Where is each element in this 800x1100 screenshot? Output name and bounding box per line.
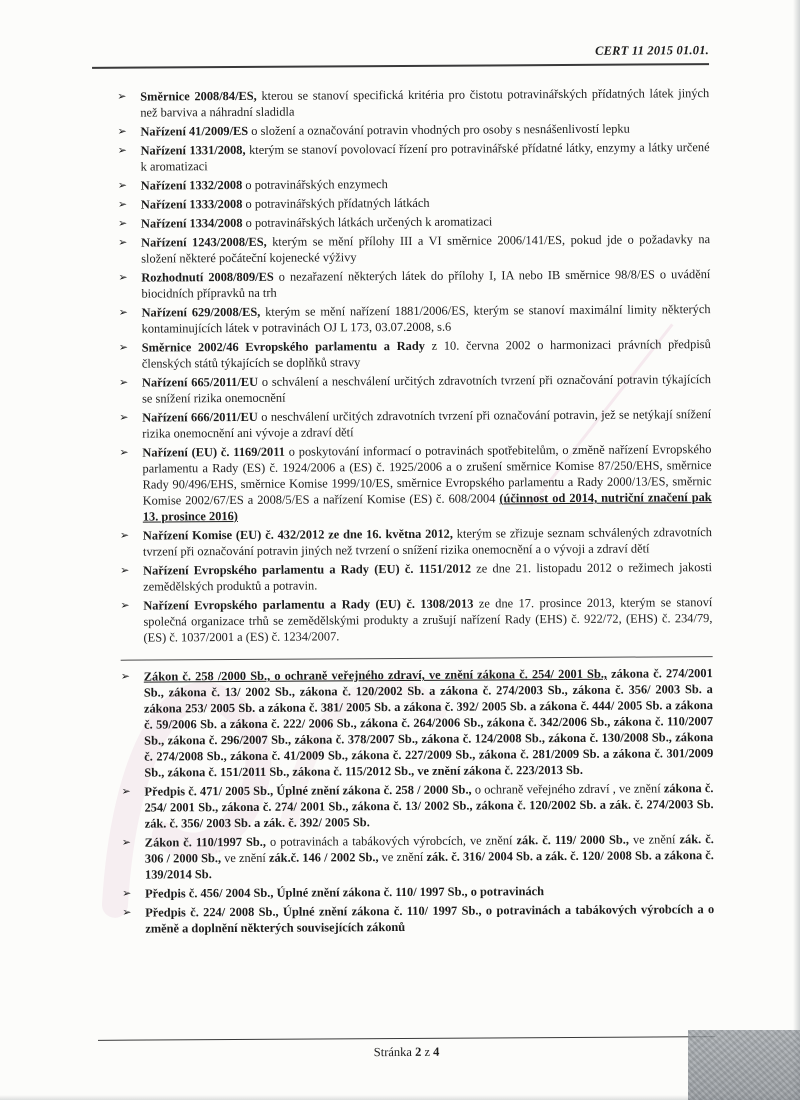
list-item-text-segment: ve znění	[221, 850, 269, 866]
list-item-text-segment: zák. č. 306 / 2000 Sb.,	[144, 832, 714, 866]
arrow-bullet-icon: ➢	[117, 216, 128, 230]
list-item-text-segment: kterým se mění nařízení 1881/2006/ES, kterým se stanoví maximální limity některých kontaminujících látek v potravinách OJ L 173, 03.07.2008, s.6	[141, 302, 711, 336]
arrow-bullet-icon: ➢	[121, 835, 132, 849]
list-item-text-segment: kterou se stanoví specifická kritéria pro čistotu potravinářských přídatných látek jiných než barviva a náhradní sladidla	[140, 86, 710, 120]
scan-artifact	[688, 1030, 800, 1100]
list-item-text-segment: Nařízení 665/2011/EU	[141, 374, 259, 390]
list-item-text-segment: Předpis č. 456/ 2004 Sb., Úplné znění zákona č. 110/ 1997 Sb., o potravinách	[145, 884, 545, 901]
list-item-text-segment: z 10. června 2002 o harmonizaci právních předpisů členských států týkajících se doplňků stravy	[141, 337, 711, 371]
list-item	[118, 139, 710, 175]
czech-laws-list	[121, 665, 715, 937]
list-item-text-segment: Nařízení (EU) č. 1169/2011	[142, 444, 285, 460]
list-item-text-segment: ze dne 17. prosince 2013, kterým se stanoví společná organizace trhů se zemědělskými produkty a zrušují nařízení Rady (EHS) č. 922/72, (EHS) č. 234/79, (ES) č. 1037/2001 a (ES) č. 1234/2007.	[143, 595, 713, 645]
list-item	[118, 301, 710, 337]
list-item	[121, 665, 714, 781]
list-item-text-segment: o schválení a neschválení určitých zdravotních tvrzení při označování potravin týkajících se snížení rizika onemocnění	[142, 372, 712, 406]
page-number	[98, 1037, 715, 1062]
list-item-text-segment: Směrnice 2008/84/ES,	[140, 88, 257, 104]
list-item-text-segment: Nařízení 1333/2008	[140, 196, 243, 212]
list-item-text-segment: kterým se zřizuje seznam schválených zdravotních tvrzení při označování potravin jiných než tvrzení o snížení rizika onemocnění a o vývoji a zdraví dětí	[142, 525, 712, 559]
list-item-text-segment: Směrnice 2002/46 Evropského parlamentu a Rady	[141, 338, 425, 355]
list-item	[122, 831, 714, 883]
page-footer	[98, 1036, 715, 1062]
arrow-bullet-icon: ➢	[122, 886, 132, 900]
list-item-text-segment: Nařízení 1334/2008	[140, 215, 243, 231]
list-item	[119, 406, 711, 442]
list-item-text-segment: o poskytování informací o potravinách spotřebitelům, o změně nařízení Evropského parlamentu a Rady (ES) č. 1924/2006 a (ES) č. 1925/2006 a o zrušení směrnice Komise 87/250/EHS, směrnice Rady 90/496/EHS, směrnice Komise 1999/10/ES, směrnice Evropského parlamentu a Rady 2000/13/ES, směrnic Komise 2002/67/ES a 2008/5/ES a nařízení Komise (ES) č. 608/2004	[142, 442, 712, 508]
list-item-text-segment: zákona č. 274/2001 Sb., zákona č. 13/ 2002 Sb., zákona č. 120/2002 Sb. a zákona č. 274/2003 Sb., zákona č. 356/ 2003 Sb. a zákona 253/ 2005 Sb. a zákona č. 381/ 2005 Sb. a zákona č. 392/ 2005 Sb. a zákona č. 444/ 2005 Sb. a zákona č. 59/2006 Sb. a zákona č. 222/ 2006 Sb., zákona č. 264/2006 Sb., zákona č. 342/2006 Sb., zákona č. 110/2007 Sb., zákona č. 296/2007 Sb., zákona č. 378/2007 Sb., zákona č. 124/2008 Sb., zákona č. 130/2008 Sb., zákona č. 274/2008 Sb., zákona č. 41/2009 Sb., zákona č. 227/2009 Sb., zákona č. 281/2009 Sb. a zákona č. 301/2009 Sb., zákona č. 151/2011 Sb., zákona č. 115/2012 Sb., ve znění zákona č. 223/2013 Sb.	[143, 666, 714, 780]
list-item-text-segment: ve znění	[378, 849, 427, 865]
list-item	[120, 524, 712, 560]
arrow-bullet-icon: ➢	[120, 563, 130, 577]
list-item-text-segment: Nařízení 629/2008/ES,	[141, 304, 261, 320]
list-item-text-segment: o neschválení určitých zdravotních tvrzení při označování potravin, jež se netýkají snížení rizika onemocnění ani vývoje a zdraví dětí	[142, 407, 712, 441]
page-number-total: 4	[433, 1044, 440, 1059]
list-item-text-segment: Nařízení 1332/2008	[140, 177, 243, 193]
page-number-of: z	[424, 1044, 431, 1059]
arrow-bullet-icon: ➢	[119, 410, 129, 424]
list-item	[119, 371, 711, 407]
list-item-text-segment: Nařízení Evropského parlamentu a Rady (EU) č. 1308/2013	[143, 596, 474, 613]
list-item	[119, 336, 711, 372]
list-item-text-segment: zákona č. 254/ 2001 Sb., zákona č. 274/ 2001 Sb., zákona č. 13/ 2002 Sb., zákona č. 120/2002 Sb. a zák. č. 274/2003 Sb. zák. č. 356/ 2003 Sb. a zák. č. 392/ 2005 Sb.	[144, 781, 714, 831]
list-item	[117, 85, 709, 121]
list-item-text-segment: o potravinářských enzymech	[242, 177, 388, 192]
arrow-bullet-icon: ➢	[117, 178, 128, 192]
arrow-bullet-icon: ➢	[120, 598, 130, 612]
arrow-bullet-icon: ➢	[118, 305, 128, 319]
list-item	[122, 901, 714, 937]
list-item-text-segment: Nařízení Komise (EU) č. 432/2012 ze dne 16. května 2012,	[142, 526, 454, 543]
list-item-text-segment: kterým se mění přílohy III a VI směrnice 2006/141/ES, pokud jde o požadavky na složení některé počáteční kojenecké výživy	[141, 232, 711, 266]
list-item-text-segment: o nezařazení některých látek do přílohy I, IA nebo IB směrnice 98/8/ES o uvádění biocidních přípravků na trh	[141, 267, 711, 301]
arrow-bullet-icon: ➢	[118, 340, 129, 354]
list-item-text-segment: zák. č. 119/ 2000 Sb.,	[516, 832, 629, 848]
arrow-bullet-icon: ➢	[117, 124, 127, 138]
scan-edge-right	[793, 0, 800, 1100]
arrow-bullet-icon: ➢	[118, 270, 128, 284]
list-item-text-segment: o potravinářských přídatných látkách	[242, 195, 430, 211]
list-item-text-segment: Rozhodnutí 2008/809/ES	[141, 269, 274, 285]
list-item	[118, 212, 710, 232]
list-item-text-segment: kterým se stanoví povolovací řízení pro potravinářské přídatné látky, enzymy a látky určené k aromatizaci	[140, 140, 710, 174]
list-item	[118, 193, 710, 213]
arrow-bullet-icon: ➢	[120, 669, 131, 683]
list-item-text-segment: (účinnost od 2014, nutriční značení pak 13. prosince 2016)	[142, 490, 712, 524]
list-item	[122, 882, 714, 902]
list-item-text-segment: o ochraně veřejného zdraví , ve znění	[471, 781, 664, 797]
arrow-bullet-icon: ➢	[122, 905, 132, 919]
list-item-text-segment: Nařízení 1331/2008,	[140, 142, 246, 158]
list-item-text-segment: o potravinách a tabákových výrobcích, ve znění	[265, 833, 517, 849]
list-item-text-segment: Zákon č. 110/1997 Sb.,	[144, 834, 266, 850]
list-item-text-segment: Předpis č. 471/ 2005 Sb., Úplné znění zákona č. 258 / 2000 Sb.,	[144, 782, 472, 799]
list-item	[118, 266, 710, 302]
list-item-text-segment: Nařízení 41/2009/ES	[140, 123, 249, 139]
arrow-bullet-icon: ➢	[118, 235, 128, 249]
list-item-text-segment: Zákon č. 258 /2000 Sb., o ochraně veřejného zdraví, ve znění zákona č. 254/ 2001 Sb.,	[143, 666, 608, 684]
arrow-bullet-icon: ➢	[119, 445, 129, 459]
list-item	[119, 441, 711, 525]
list-item-text-segment: zák. č. 316/ 2004 Sb. a zák. č. 120/ 2008 Sb. a zákona č. 139/2014 Sb.	[144, 848, 714, 882]
arrow-bullet-icon: ➢	[118, 375, 129, 389]
scan-edge-bottom	[0, 1095, 800, 1100]
list-item-text-segment: Nařízení 1243/2008/ES,	[141, 234, 267, 250]
list-item-text-segment: Nařízení Evropského parlamentu a Rady (EU) č. 1151/2012	[143, 561, 472, 578]
list-item-text-segment: zák.č. 146 / 2002 Sb.,	[268, 850, 379, 865]
list-item	[118, 231, 710, 267]
list-item	[121, 780, 713, 832]
arrow-bullet-icon: ➢	[119, 528, 130, 542]
list-item-text-segment: Nařízení 666/2011/EU	[142, 409, 258, 425]
arrow-bullet-icon: ➢	[117, 197, 128, 211]
arrow-bullet-icon: ➢	[121, 784, 131, 798]
section-divider	[121, 656, 713, 661]
page-number-label: Stránka	[373, 1044, 412, 1060]
list-item	[118, 174, 710, 194]
list-item-text-segment: Předpis č. 224/ 2008 Sb., Úplné znění zákona č. 110/ 1997 Sb., o potravinách a tabákových výrobcích a o změně a doplnění některých souvisejících zákonů	[145, 902, 715, 936]
arrow-bullet-icon: ➢	[117, 143, 127, 157]
eu-regulations-list	[117, 85, 712, 646]
header-divider	[92, 63, 709, 69]
document-header	[92, 43, 709, 62]
list-item	[117, 120, 709, 140]
arrow-bullet-icon: ➢	[117, 89, 127, 103]
list-item-text-segment: o potravinářských látkách určených k aromatizaci	[242, 214, 493, 230]
list-item-text-segment: o složení a označování potravin vhodných pro osoby s nesnášenlivostí lepku	[248, 121, 630, 138]
list-item-text-segment: ze dne 21. listopadu 2012 o režimech jakosti zemědělských produktů a potravin.	[143, 560, 713, 594]
document-reference: CERT 11 2015 01.01.	[595, 43, 709, 58]
list-item	[120, 559, 712, 595]
list-item-text-segment: ve znění	[628, 832, 680, 847]
page-number-current: 2	[415, 1044, 422, 1059]
list-item	[120, 594, 712, 646]
